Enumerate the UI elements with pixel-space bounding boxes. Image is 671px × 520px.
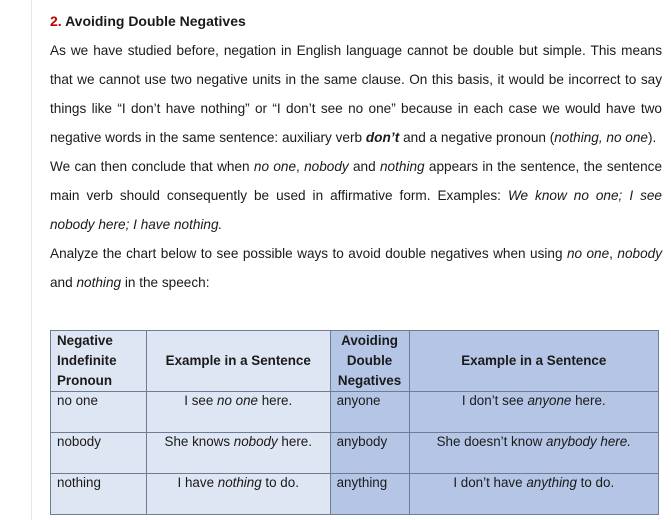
text-run: As we have studied before, negation in English language cannot be double but simple. This means that we cannot use two negative units in the same clause. On this basis, it would be incorrect to say things like “I don’t have nothing” or “I don’t see no one” because in each case we would have two negative words in the same sentence: auxiliary verb <box>50 43 662 145</box>
emphasis-text: no one <box>217 393 258 408</box>
text-run: I don’t see <box>461 393 528 408</box>
text-run: and <box>50 275 77 290</box>
section-number: 2. <box>50 13 62 29</box>
cell-pronoun: nobody <box>51 433 147 474</box>
emphasis-text: don’t <box>365 130 400 145</box>
emphasis-text: anything <box>526 475 577 490</box>
header-negative-pronoun <box>51 331 147 392</box>
text-run: here. <box>277 434 312 449</box>
header-avoiding <box>330 331 409 392</box>
table-header-row <box>51 331 659 392</box>
header-text: Avoiding <box>341 333 398 348</box>
text-run: , <box>609 246 618 261</box>
cell-pronoun: no one <box>51 392 147 433</box>
emphasis-text: nothing <box>217 475 262 490</box>
cell-example-affirmative <box>409 433 658 474</box>
double-negatives-table <box>50 330 659 515</box>
header-example-2: Example in a Sentence <box>409 331 658 392</box>
table-row <box>51 474 659 515</box>
cell-example-negative <box>146 392 330 433</box>
cell-example-negative <box>146 474 330 515</box>
header-text: Indefinite <box>57 353 117 368</box>
emphasis-text: nothing <box>76 275 122 290</box>
cell-example-negative <box>146 433 330 474</box>
section-title: Avoiding Double Negatives <box>65 13 246 29</box>
text-run: here. <box>257 393 293 408</box>
paragraph-2 <box>50 152 662 239</box>
paragraph-3 <box>50 239 662 297</box>
paragraph-1 <box>50 36 662 152</box>
header-text: Negative <box>57 333 113 348</box>
cell-pronoun: nothing <box>51 474 147 515</box>
cell-avoid: anyone <box>330 392 409 433</box>
text-run: She knows <box>164 434 234 449</box>
text-run: and <box>348 159 380 174</box>
cell-avoid: anybody <box>330 433 409 474</box>
header-text: Negatives <box>337 373 402 388</box>
emphasis-text: no one <box>566 246 610 261</box>
table-row <box>51 433 659 474</box>
text-run: to do. <box>576 475 615 490</box>
emphasis-text: We know no one; I see nobody here; I have nothing. <box>50 188 662 232</box>
cell-avoid: anything <box>330 474 409 515</box>
section-heading <box>50 10 662 32</box>
text-run: I see <box>184 393 218 408</box>
text-run: appears in the sentence, the sentence main verb should consequently be used in affirmative form. Examples: <box>50 159 663 203</box>
text-run: here. <box>571 393 606 408</box>
emphasis-text: nothing <box>379 159 425 174</box>
text-run: I have <box>177 475 218 490</box>
text-run: I don’t have <box>453 475 527 490</box>
emphasis-text: anyone <box>527 393 572 408</box>
content-area <box>50 10 662 297</box>
cell-example-affirmative <box>409 474 658 515</box>
header-text: Pronoun <box>57 373 113 388</box>
text-run: in the speech: <box>121 275 210 290</box>
header-example-1: Example in a Sentence <box>146 331 330 392</box>
emphasis-text: nobody <box>617 246 662 261</box>
emphasis-text: anybody here. <box>546 434 631 449</box>
text-run: to do. <box>261 475 299 490</box>
cell-example-affirmative <box>409 392 658 433</box>
text-run: ). <box>647 130 657 145</box>
header-text: Double <box>346 353 393 368</box>
emphasis-text: nothing, no one <box>554 130 648 145</box>
emphasis-text: no one <box>253 159 297 174</box>
page-margin-line <box>31 0 32 520</box>
table-row <box>51 392 659 433</box>
emphasis-text: nobody <box>233 434 278 449</box>
text-run: Analyze the chart below to see possible ways to avoid double negatives when using <box>50 246 567 261</box>
text-run: She doesn’t know <box>436 434 547 449</box>
text-run: , <box>296 159 305 174</box>
text-run: and a negative pronoun ( <box>399 130 555 145</box>
text-run: We can then conclude that when <box>50 159 254 174</box>
emphasis-text: nobody <box>304 159 349 174</box>
